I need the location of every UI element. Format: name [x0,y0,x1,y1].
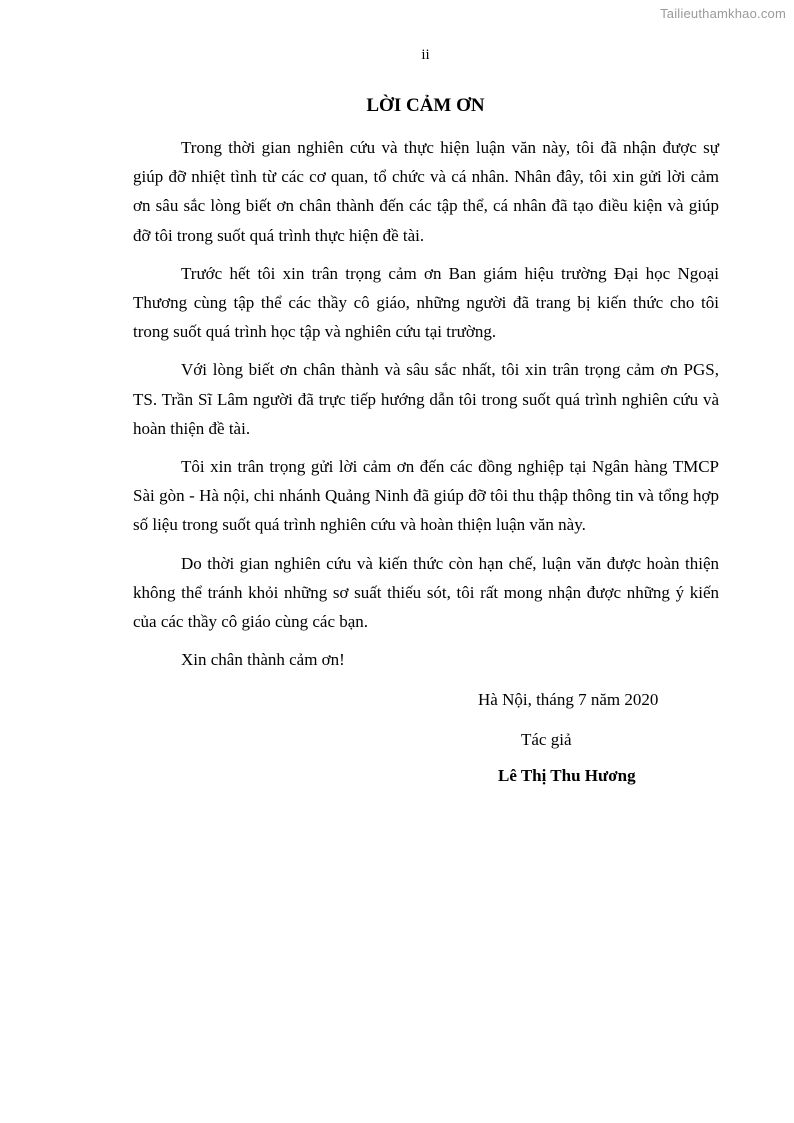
paragraph-2: Trước hết tôi xin trân trọng cảm ơn Ban giám hiệu trường Đại học Ngoại Thương cùng tập thể các thầy cô giáo, những người đã trang bị kiến thức cho tôi trong suốt quá trình học tập và nghiên cứu tại trường. [133,263,719,342]
closing-line: Xin chân thành cảm ơn! [181,650,345,670]
author-label: Tác giả [521,730,572,749]
acknowledgement-body [133,133,719,674]
page-title: LỜI CẢM ƠN [366,95,485,116]
watermark-text: Tailieuthamkhao.com [660,6,786,21]
author-name: Lê Thị Thu Hương [498,766,636,785]
paragraph-3: Với lòng biết ơn chân thành và sâu sắc nhất, tôi xin trân trọng cảm ơn PGS, TS. Trần Sĩ Lâm người đã trực tiếp hướng dẫn tôi trong suốt quá trình nghiên cứu và hoàn thiện đề tài. [133,360,719,438]
page-number: ii [421,47,430,63]
place-date: Hà Nội, tháng 7 năm 2020 [478,690,659,709]
paragraph-4: Tôi xin trân trọng gửi lời cảm ơn đến các đồng nghiệp tại Ngân hàng TMCP Sài gòn - Hà nội, chi nhánh Quảng Ninh đã giúp đỡ tôi thu thập thông tin và tổng hợp số liệu trong suốt quá trình nghiên cứu và hoàn thiện luận văn này. [133,457,719,535]
paragraph-1: Trong thời gian nghiên cứu và thực hiện luận văn này, tôi đã nhận được sự giúp đỡ nhiệt tình từ các cơ quan, tổ chức và cá nhân. Nhân đây, tôi xin gửi lời cảm ơn sâu sắc lòng biết ơn chân thành đến các tập thể, cá nhân đã tạo điều kiện và giúp đỡ tôi trong suốt quá trình thực hiện đề tài. [133,138,719,245]
paragraph-5: Do thời gian nghiên cứu và kiến thức còn hạn chế, luận văn được hoàn thiện không thể tránh khỏi những sơ suất thiếu sót, tôi rất mong nhận được những ý kiến của các thầy cô giáo cùng các bạn. [133,553,719,632]
